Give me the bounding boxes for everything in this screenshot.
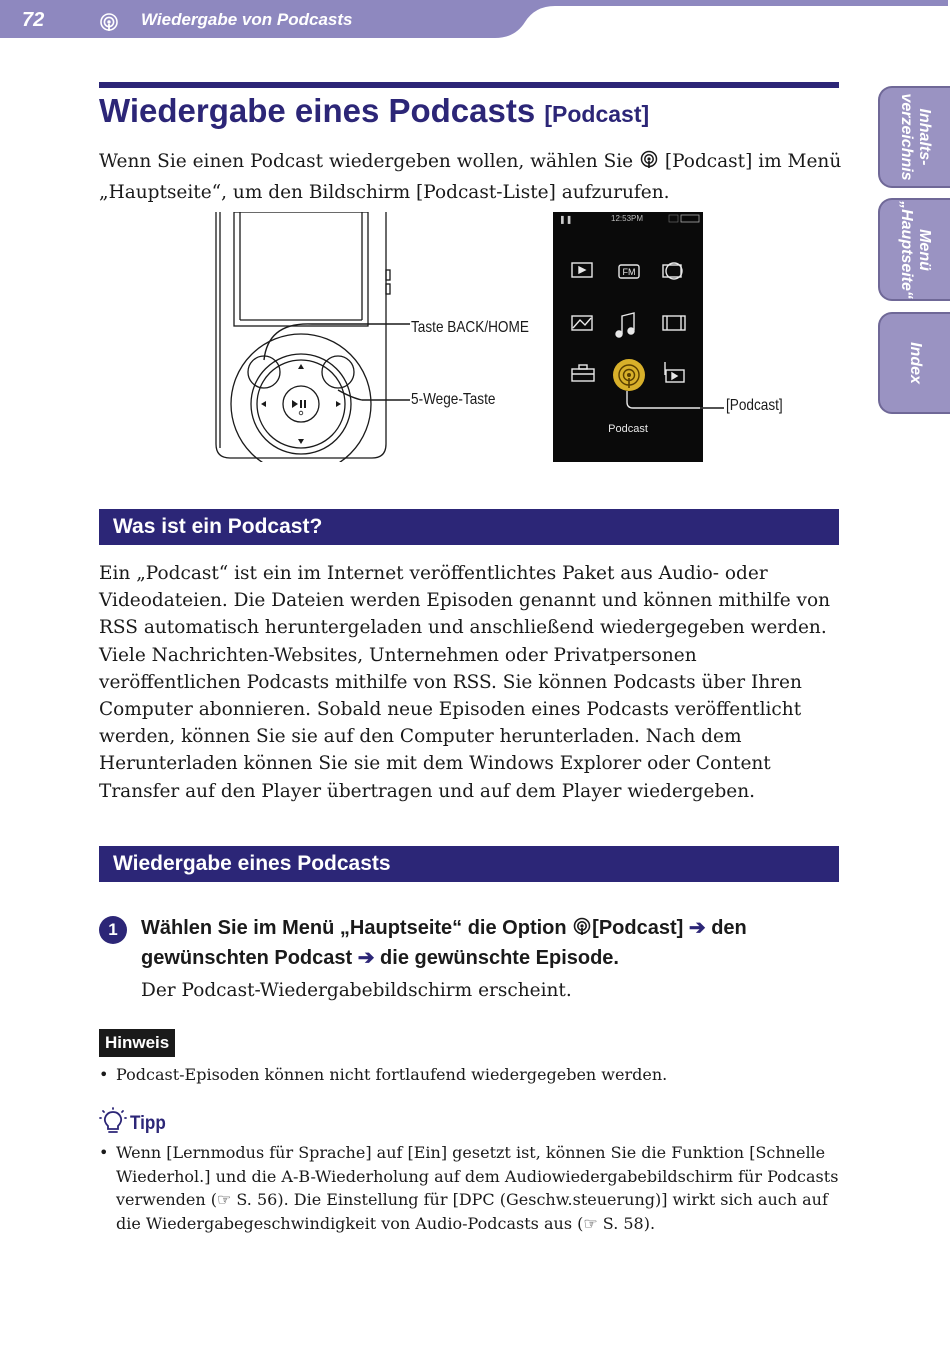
step-text-1: Wählen Sie im Menü „Hauptseite“ die Option [141, 917, 567, 939]
title-main: Wiedergabe eines Podcasts [99, 92, 536, 129]
tab-label: Index [907, 342, 924, 384]
tab-main-menu[interactable] [878, 198, 950, 301]
note-item-text: Podcast-Episoden können nicht fortlaufend wiedergegeben werden. [116, 1065, 668, 1084]
screen-podcast-label: Podcast [608, 423, 648, 435]
lightbulb-icon [99, 1107, 127, 1139]
step-text-2: [Podcast] [592, 917, 684, 939]
tab-table-of-contents[interactable] [878, 86, 950, 188]
step-number: 1 [99, 916, 127, 944]
page-reference-link[interactable]: S. 58 [602, 1213, 644, 1233]
tab-index[interactable] [878, 312, 950, 414]
tip-label: Tipp [130, 1113, 166, 1134]
page-title [99, 92, 649, 130]
title-sub: [Podcast] [544, 101, 650, 127]
pause-icon: ❚❚ [559, 215, 573, 224]
section-heading-what-is-podcast: Was ist ein Podcast? [99, 509, 839, 545]
page-number: 72 [22, 9, 45, 31]
reference-icon: ☞ [583, 1213, 598, 1233]
section-body-what-is-podcast: Ein „Podcast“ ist ein im Internet veröffentlichtes Paket aus Audio- oder Videodateien. Die Dateien werden Episoden genannt und können mithilfe von RSS automatisch heruntergeladen und anschließend wiedergegeben werden. Viele Nachrichten-Websites, Unternehmen oder Privatpersonen veröffentlichen Podcasts mithilfe von RSS. Sie können Podcasts über Ihren Computer abonnieren. Sobald neue Episoden eines Podcasts veröffentlicht werden, können Sie sie auf den Computer herunterladen. Nach dem Herunterladen können Sie sie mit dem Windows Explorer oder Content Transfer auf den Player übertragen und auf dem Player wiedergeben. [99, 563, 831, 802]
arrow-right-icon: ➔ [688, 917, 706, 939]
tab-label: Menü „Hauptseite“ [898, 200, 933, 299]
svg-text:FM: FM [622, 267, 636, 277]
reference-icon: ☞ [216, 1190, 232, 1209]
step-text-3: den gewünschten Podcast [141, 917, 747, 969]
podcast-icon [572, 917, 592, 945]
intro-text-1: Wenn Sie einen Podcast wiedergeben wollen, wählen Sie [99, 151, 634, 172]
callout-five-way: 5-Wege-Taste [411, 391, 496, 408]
callout-podcast: [Podcast] [726, 397, 783, 414]
tab-label: Inhalts- verzeichnis [898, 93, 933, 181]
tip-text-2: ). Die Einstellung für [DPC (Geschw.steuerung)] wirkt sich auch auf die Wiedergabegeschwindigkeit von Audio-Podcasts aus ( [116, 1190, 828, 1233]
title-rule [99, 82, 839, 88]
intro-text-2: [Podcast] im Menü „Hauptseite“, um den Bildschirm [Podcast-Liste] aufzurufen. [99, 151, 842, 203]
tip-text-1: Wenn [Lernmodus für Sprache] auf [Ein] gesetzt ist, können Sie die Funktion [Schnelle Wiederhol.] und die A-B-Wiederholung auf dem Audiowiedergabebildschirm für Podcasts verwenden ( [116, 1143, 839, 1209]
status-time: 12:53PM [611, 214, 644, 223]
tip-item [99, 1141, 839, 1235]
player-device-illustration [212, 212, 552, 466]
page-header [0, 0, 950, 40]
section-title: Wiedergabe von Podcasts [141, 10, 353, 29]
tip-text-3: ). [643, 1213, 656, 1233]
player-screen [553, 212, 703, 462]
page-reference-link[interactable]: S. 56 [236, 1190, 278, 1209]
step-result: Der Podcast-Wiedergabebildschirm erscheint. [141, 980, 572, 1001]
step-instruction [141, 915, 841, 972]
section-heading-playback: Wiedergabe eines Podcasts [99, 846, 839, 882]
note-item [99, 1063, 839, 1087]
podcast-icon [639, 150, 659, 179]
bullet-icon: • [99, 1143, 109, 1162]
intro-paragraph [99, 148, 844, 207]
bullet-icon: • [99, 1065, 109, 1084]
note-label: Hinweis [99, 1029, 175, 1057]
callout-back-home: Taste BACK/HOME [411, 319, 529, 336]
step-text-4: die gewünschte Episode. [380, 947, 619, 969]
arrow-right-icon: ➔ [357, 947, 375, 969]
